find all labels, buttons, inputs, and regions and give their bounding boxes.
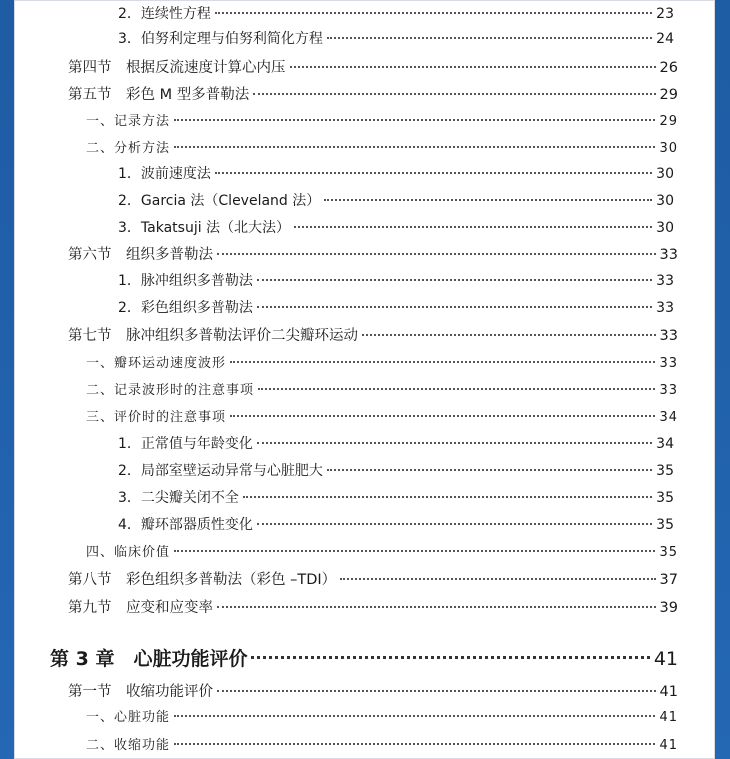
toc-entry-title: 第一节 收缩功能评价 <box>68 684 213 700</box>
toc-item <box>118 28 674 48</box>
toc-entry-title: 第 3 章 心脏功能评价 <box>50 648 248 670</box>
dot-leader <box>258 388 655 390</box>
toc-page-number: 26 <box>659 60 678 76</box>
dot-leader <box>327 37 652 39</box>
toc-entry-title: 3．Takatsuji 法（北大法） <box>118 220 291 236</box>
toc-page-number: 33 <box>659 328 678 344</box>
toc-page-number: 30 <box>659 141 678 156</box>
toc-page-number: 29 <box>659 87 678 103</box>
dot-leader <box>230 415 655 417</box>
toc-page-number: 34 <box>659 410 678 425</box>
toc-section <box>68 324 678 345</box>
toc-entry-title: 第八节 彩色组织多普勒法（彩色 –TDI） <box>68 572 337 588</box>
toc-subsection <box>86 706 678 725</box>
toc-section <box>68 56 678 77</box>
toc-section <box>68 243 678 264</box>
toc-entry-title: 二、分析方法 <box>86 141 171 156</box>
toc-page-number: 41 <box>659 738 678 753</box>
dot-leader <box>340 578 655 580</box>
toc-item <box>118 217 674 237</box>
toc-entry-title: 一、记录方法 <box>86 114 171 129</box>
toc-entry-title: 1．波前速度法 <box>118 166 211 182</box>
toc-section <box>68 680 678 701</box>
toc-item <box>118 460 674 480</box>
toc-page-number: 37 <box>659 572 678 588</box>
dot-leader <box>215 12 652 14</box>
toc-subsection <box>86 379 678 398</box>
toc-entry-title: 三、评价时的注意事项 <box>86 410 227 425</box>
dot-leader <box>217 253 656 255</box>
toc-entry-title: 第七节 脉冲组织多普勒法评价二尖瓣环运动 <box>68 328 358 344</box>
toc-page-number: 30 <box>656 193 674 209</box>
toc-page-number: 35 <box>656 490 674 506</box>
toc-entry-title: 二、收缩功能 <box>86 738 171 753</box>
toc-page-number: 41 <box>659 710 678 725</box>
toc-page-number: 30 <box>656 220 674 236</box>
toc-section <box>68 83 678 104</box>
dot-leader <box>257 523 652 525</box>
toc-entry-title: 1．脉冲组织多普勒法 <box>118 273 253 289</box>
toc-item <box>118 270 674 290</box>
toc-page-number: 24 <box>656 31 674 47</box>
toc-page-number: 35 <box>656 517 674 533</box>
toc-subsection <box>86 352 678 371</box>
toc-subsection <box>86 734 678 753</box>
toc-entry-title: 四、临床价值 <box>86 545 171 560</box>
dot-leader <box>251 656 649 659</box>
dot-leader <box>243 496 652 498</box>
toc-section <box>68 596 678 617</box>
dot-leader <box>174 743 655 745</box>
toc-item <box>118 3 674 23</box>
dot-leader <box>230 361 655 363</box>
toc-page-number: 34 <box>656 436 674 452</box>
dot-leader <box>290 66 656 68</box>
dot-leader <box>174 550 655 552</box>
toc-entry-title: 3．伯努利定理与伯努利简化方程 <box>118 31 323 47</box>
toc-item <box>118 433 674 453</box>
dot-leader <box>174 119 655 121</box>
toc-entry-title: 2．彩色组织多普勒法 <box>118 300 253 316</box>
dot-leader <box>257 279 652 281</box>
toc-page-number: 39 <box>659 600 678 616</box>
toc-entry-title: 1．正常值与年龄变化 <box>118 436 253 452</box>
toc-page-number: 29 <box>659 114 678 129</box>
toc-item <box>118 297 674 317</box>
dot-leader <box>174 146 655 148</box>
toc-entry-title: 4．瓣环部器质性变化 <box>118 517 253 533</box>
toc-page-number: 35 <box>659 545 678 560</box>
toc-page-number: 41 <box>659 684 678 700</box>
dot-leader <box>294 226 652 228</box>
toc-entry-title: 第九节 应变和应变率 <box>68 600 213 616</box>
dot-leader <box>253 93 655 95</box>
toc-entry-title: 第五节 彩色 M 型多普勒法 <box>68 87 250 103</box>
toc-item <box>118 487 674 507</box>
toc-page-number: 41 <box>653 648 678 670</box>
toc-subsection <box>86 406 678 425</box>
toc-page-number: 33 <box>659 356 678 371</box>
toc-item <box>118 514 674 534</box>
dot-leader <box>257 306 652 308</box>
toc-page-number: 30 <box>656 166 674 182</box>
toc-page-number: 35 <box>656 463 674 479</box>
toc-page-number: 33 <box>659 247 678 263</box>
toc-entry-title: 二、记录波形时的注意事项 <box>86 383 255 398</box>
toc-page-number: 33 <box>656 273 674 289</box>
toc-chapter <box>50 644 678 671</box>
toc-entry-title: 第四节 根据反流速度计算心内压 <box>68 60 286 76</box>
toc-entry-title: 2．连续性方程 <box>118 6 211 22</box>
toc-subsection <box>86 110 678 129</box>
toc-subsection <box>86 137 678 156</box>
toc-page-number: 23 <box>656 6 674 22</box>
toc-section <box>68 568 678 589</box>
toc-entry-title: 2．局部室壁运动异常与心脏肥大 <box>118 463 323 479</box>
toc-item <box>118 190 674 210</box>
toc-entry-title: 一、瓣环运动速度波形 <box>86 356 227 371</box>
dot-leader <box>362 334 656 336</box>
toc-item <box>118 163 674 183</box>
toc-page-number: 33 <box>659 383 678 398</box>
dot-leader <box>327 469 652 471</box>
toc-entry-title: 3．二尖瓣关闭不全 <box>118 490 239 506</box>
book-page <box>14 0 715 759</box>
toc-page-number: 33 <box>656 300 674 316</box>
dot-leader <box>217 690 656 692</box>
toc-entry-title: 一、心脏功能 <box>86 710 171 725</box>
dot-leader <box>215 172 652 174</box>
dot-leader <box>217 606 656 608</box>
dot-leader <box>174 715 655 717</box>
toc-subsection <box>86 541 678 560</box>
dot-leader <box>257 442 652 444</box>
toc-entry-title: 第六节 组织多普勒法 <box>68 247 213 263</box>
toc-entry-title: 2．Garcia 法（Cleveland 法） <box>118 193 321 209</box>
dot-leader <box>324 199 652 201</box>
